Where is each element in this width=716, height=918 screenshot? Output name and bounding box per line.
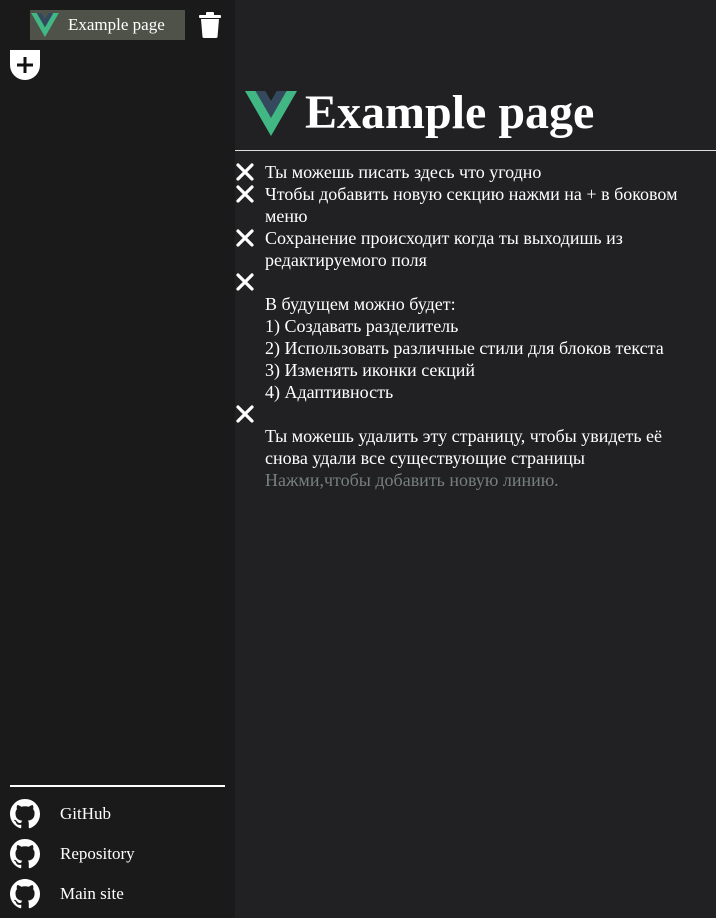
trash-icon[interactable]: [198, 11, 222, 39]
list-item: [235, 271, 716, 403]
repository-link[interactable]: [10, 834, 225, 874]
line-text[interactable]: Чтобы добавить новую секцию нажми на + в боковом меню: [265, 184, 682, 226]
list-item: [235, 227, 716, 271]
line-text[interactable]: В будущем можно будет: 1) Создавать разделитель 2) Использовать различные стили для блоков текста 3) Изменять иконки секций 4) Адаптивность: [265, 294, 664, 402]
close-icon[interactable]: [235, 184, 255, 204]
main-content: [235, 0, 716, 918]
github-link[interactable]: [10, 794, 225, 834]
list-item: [235, 403, 716, 469]
main-site-link-label: Main site: [60, 884, 124, 903]
line-text[interactable]: Ты можешь писать здесь что угодно: [265, 162, 542, 182]
list-item: [235, 161, 716, 183]
close-icon[interactable]: [235, 228, 255, 248]
sidebar-page-example[interactable]: [30, 10, 185, 40]
vue-logo-icon: [245, 90, 297, 136]
github-icon: [10, 879, 40, 909]
main-site-link[interactable]: [10, 874, 225, 914]
github-icon: [10, 799, 40, 829]
page-header: [235, 76, 716, 151]
list-item: [235, 183, 716, 227]
close-icon[interactable]: [235, 272, 255, 292]
page-title[interactable]: Example page: [305, 86, 595, 139]
add-section-button[interactable]: [10, 50, 40, 80]
add-line-button[interactable]: Нажми,чтобы добавить новую линию.: [265, 470, 559, 490]
plus-icon: [16, 56, 34, 74]
sidebar-divider: [10, 785, 225, 787]
repository-link-label: Repository: [60, 844, 135, 863]
footer-links: [10, 794, 225, 914]
vue-logo-icon: [31, 13, 59, 37]
line-text[interactable]: Ты можешь удалить эту страницу, чтобы увидеть её снова удали все существующие страницы: [265, 426, 663, 468]
github-icon: [10, 839, 40, 869]
sidebar: [0, 0, 235, 918]
lines-list: [235, 161, 716, 491]
close-icon[interactable]: [235, 162, 255, 182]
sidebar-page-label: Example page: [68, 15, 165, 34]
close-icon[interactable]: [235, 404, 255, 424]
github-link-label: GitHub: [60, 804, 111, 823]
line-text[interactable]: Сохранение происходит когда ты выходишь из редактируемого поля: [265, 228, 628, 270]
